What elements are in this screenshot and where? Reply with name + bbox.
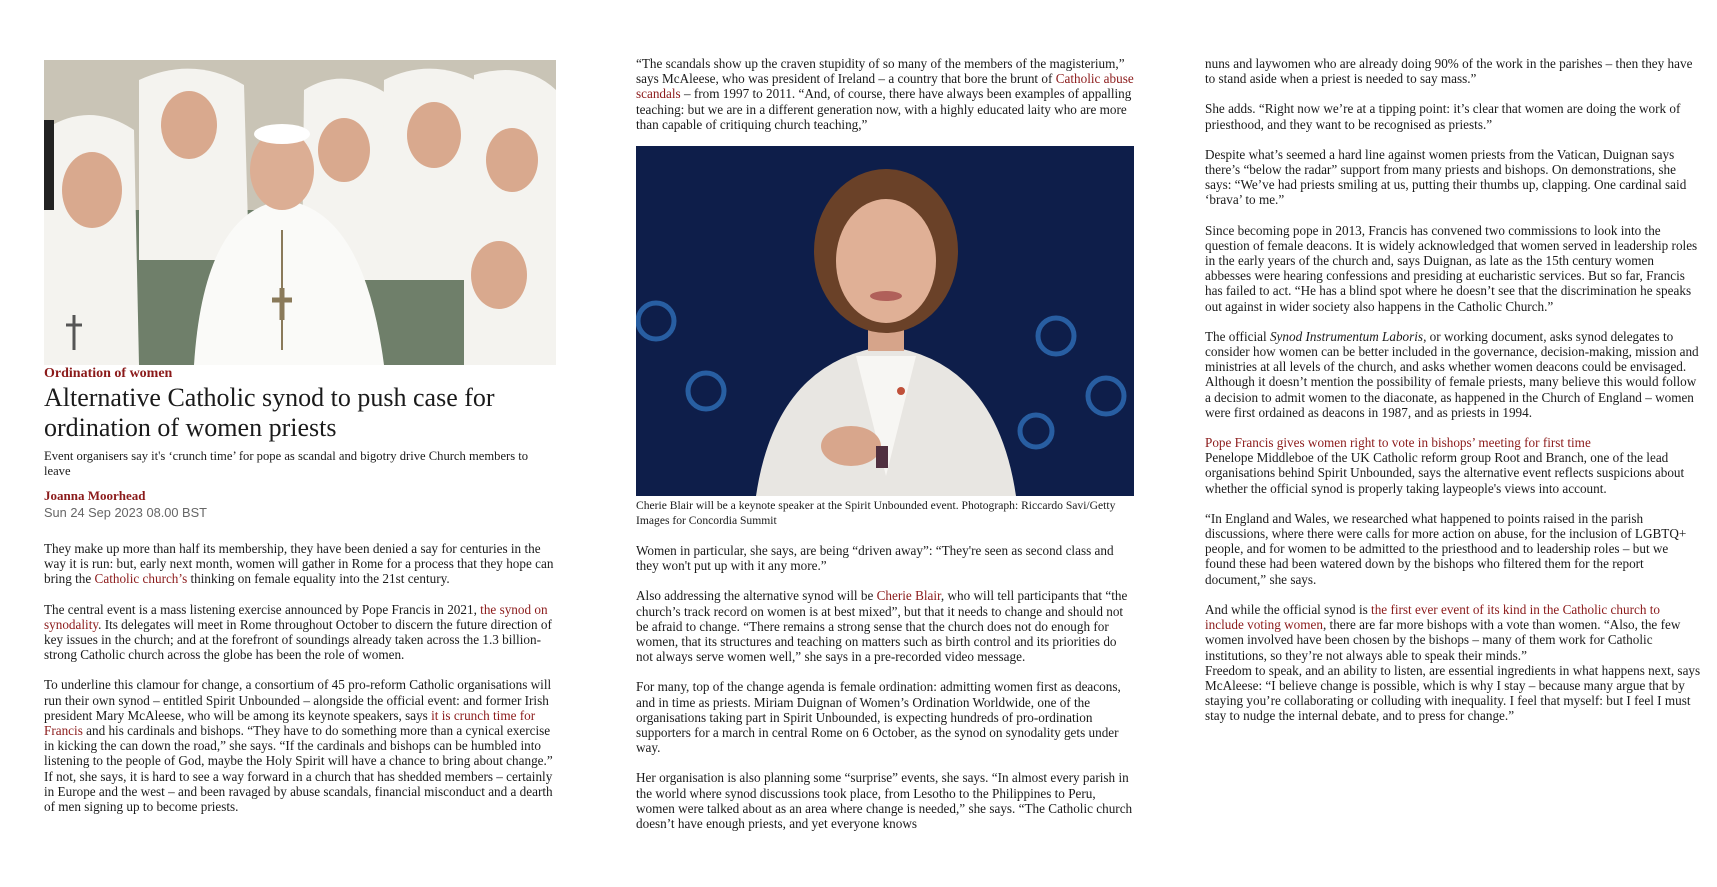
paragraph: She adds. “Right now we’re at a tipping point: it’s clear that women are doing the work of priesthood, and they want to be recognised as priests.”: [1205, 101, 1681, 132]
text: , there are far more bishops with a vote than women. “Also, the few women involved have been chosen by the bishops – many of them work for Catholic institutions, so they’re not always able to speak their minds.”: [1205, 617, 1681, 663]
article-headline: Alternative Catholic synod to push case for ordination of women priests: [44, 383, 495, 442]
text: The central event is a mass listening exercise announced by Pope Francis in 2021,: [44, 601, 481, 617]
column-3: [1205, 0, 1701, 724]
paragraph: Since becoming pope in 2013, Francis has convened two commissions to look into the question of female deacons. It is widely acknowledged that women served in leadership roles in the early years of the church and, says Duignan, as late as the 15th century women abbesses were hearing confessions and presiding at eucharistic services. But so far, Francis has failed to act. “He has a blind spot where he doesn’t see that the discrimination he speaks out against in wider society also happens in the Catholic Church.”: [1205, 222, 1698, 314]
text: – from 1997 to 2011. “And, of course, there have always been examples of appalling teaching: but we are in a different generation now, with a highly educated laity who are more than capable of critiquing church teaching,”: [636, 86, 1132, 132]
link-crunch-time[interactable]: it is crunch time for Francis: [44, 707, 536, 739]
text: To underline this clamour for change, a consortium of 45 pro-reform Catholic organisations will run their own synod – entitled Spirit Unbounded – alongside the official event: and former Irish president Mary McAleese, who will be among its keynote speakers, says: [44, 677, 552, 723]
paragraph: Women in particular, she says, are being “driven away”: “They're seen as second class and they won't put up with it any more.”: [636, 543, 1114, 574]
link-catholic-abuse-scandals[interactable]: Catholic abuse scandals: [636, 71, 1134, 102]
text: thinking on female equality into the 21st century.: [187, 571, 450, 587]
paragraph: [1205, 329, 1701, 420]
publish-date: Sun 24 Sep 2023 08.00 BST: [44, 505, 207, 520]
photo-caption: Cherie Blair will be a keynote speaker at the Spirit Unbounded event. Photograph: Riccardo Savi/Getty Images for Concordia Summit: [636, 499, 1116, 527]
text: “The scandals show up the craven stupidity of so many of the members of the magisterium,” says McAleese, who was president of Ireland – a country that bore the brunt of: [636, 56, 1125, 87]
paragraph: nuns and laywomen who are already doing 90% of the work in the parishes – then they have to stand aside when a priest is needed to say mass.”: [1205, 56, 1693, 87]
author-byline[interactable]: Joanna Moorhead: [44, 488, 146, 503]
paragraph: “In England and Wales, we researched what happened to points raised in the parish discussions, where there were calls for more action on abuse, for the inclusion of LGBTQ+ people, and for women to be admitted to the priesthood and to leadership roles – but we found these had been watered down by the bishops who filtered them for the report document,” she says.: [1205, 510, 1687, 587]
text: They make up more than half its membership, they have been denied a say for centuries in the way it is run: but, early next month, women will gather in Rome for a process that they hope can bring the: [44, 541, 554, 587]
text: Also addressing the alternative synod will be: [636, 588, 877, 604]
paragraph: [44, 541, 556, 587]
link-catholic-church[interactable]: Catholic church’s: [94, 571, 188, 587]
italic-title: Synod Instrumentum Laboris: [1269, 328, 1424, 344]
text: . Its delegates will meet in Rome throughout October to discern the future direction of key issues in the church; and at the forefront of soundings already taken across the 1.3 billion-strong Catholic church across the globe has been the role of women.: [44, 616, 552, 663]
paragraph: [44, 602, 556, 663]
paragraph: For many, top of the change agenda is female ordination: admitting women first as deacons, and in time as priests. Miriam Duignan of Women’s Ordination Worldwide, one of the organisations taking part in Spirit Unbounded, is expecting hundreds of pro-ordination supporters for a march in central Rome on 6 October, as the synod on synodality gets under way.: [636, 679, 1121, 756]
text: and his cardinals and bishops. “They have to do something more than a cynical exercise in kicking the can down the road,” she says. “If the cardinals and bishops can be humbled into listening to the people of God, maybe the Holy Spirit will have a chance to bring about change.”: [44, 723, 553, 769]
article-standfirst: Event organisers say it's ‘crunch time’ for pope as scandal and bigotry drive Church members to leave: [44, 449, 529, 478]
link-cherie-blair[interactable]: Cherie Blair: [876, 588, 941, 604]
paragraph: [636, 56, 1134, 132]
paragraph: Despite what’s seemed a hard line against women priests from the Vatican, Duignan says there’s “below the radar” support from many priests and bishops. On demonstrations, she says: “We’ve had priests smiling at us, putting their thumbs up, clapping. One cardinal said ‘brava’ to me.”: [1205, 146, 1687, 208]
paragraph: [44, 677, 556, 768]
paragraph: If not, she says, it is hard to see a way forward in a church that has shedded members – certainly in Europe and the west – and been ravaged by abuse scandals, financial misconduct and a dearth of men signing up to become priests.: [44, 768, 553, 815]
text: , who will tell participants that “the church’s track record on women is at best mixed”, but that it needs to change and should not be afraid to change. “There remains a strong sense that the church does not do enough for women, that its structures and teaching on matters such as birth control and its priorities do not always serve women well,” she says in a pre-recorded video message.: [636, 588, 1128, 665]
column-1: [44, 0, 556, 814]
text: And while the official synod is: [1205, 601, 1372, 617]
paragraph: Penelope Middleboe of the UK Catholic reform group Root and Branch, one of the lead organisations behind Spirit Unbounded, says the alternative event reflects suspicions about whether the official synod is properly taking laypeople's views into account.: [1205, 450, 1685, 496]
paragraph: [636, 588, 1134, 664]
text: , or working document, asks synod delegates to consider how women can be better included in the governance, decision-making, mission and ministries at all levels of the church, and asks whether women deacons could be envisaged. Although it doesn’t mention the possibility of female priests, many believe this would follow a decision to admit women to the diaconate, as happened in the Church of England – women were first ordained as deacons in 1987, and as priests in 1994.: [1205, 328, 1699, 420]
speaker-illustration: [636, 146, 1134, 496]
related-article-link[interactable]: Pope Francis gives women right to vote in bishops’ meeting for first time: [1205, 435, 1591, 451]
link-first-ever-event[interactable]: the first ever event of its kind in the Catholic church to include voting women: [1205, 601, 1660, 633]
lead-photo-pope-with-nuns: [44, 60, 556, 365]
text: The official: [1205, 328, 1270, 344]
pope-nuns-illustration: [44, 60, 556, 365]
cherie-blair-photo: [636, 146, 1134, 496]
paragraph: [1205, 602, 1701, 663]
link-synod-on-synodality[interactable]: the synod on synodality: [44, 601, 548, 632]
column-2: [636, 0, 1134, 831]
paragraph: Freedom to speak, and an ability to listen, are essential ingredients in what happens next, says McAleese: “I believe change is possible, which is why I stay – because many argue that by staying you’re collaborating or colluding with inequality. I feel that myself: but I feel I must stay to nudge the internal debate, and to press for change.”: [1205, 662, 1701, 724]
paragraph: Her organisation is also planning some “surprise” events, she says. “In almost every parish in the world where synod discussions took place, from Lesotho to the Philippines to Peru, women were talked about as an area where change is needed,” she says. “The Catholic church doesn’t have enough priests, and yet everyone knows: [636, 770, 1133, 832]
article-kicker[interactable]: Ordination of women: [44, 366, 173, 381]
